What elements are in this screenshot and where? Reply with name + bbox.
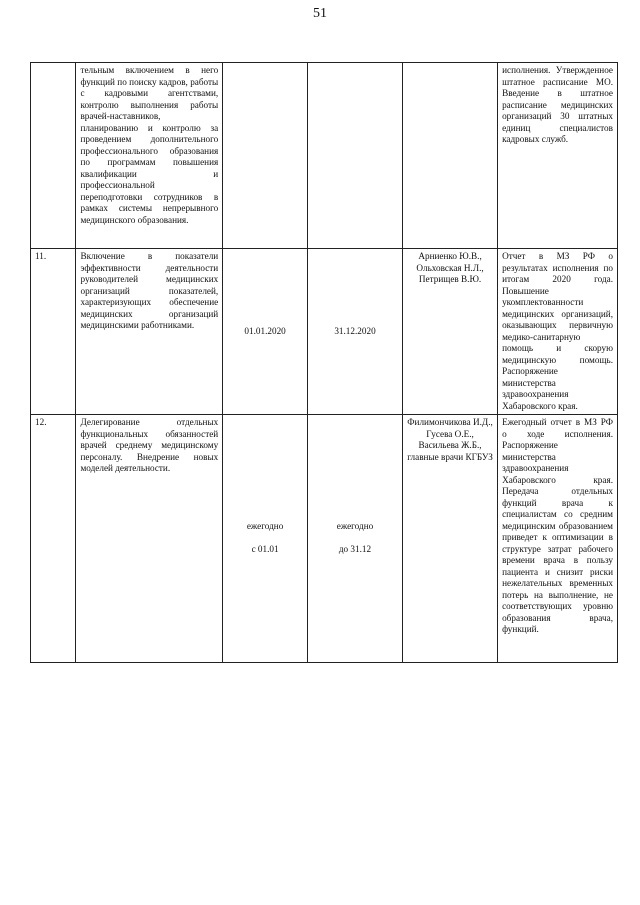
table-row bbox=[31, 415, 618, 663]
result-cell: Ежегодный отчет в МЗ РФ о ходе исполнения. Распоряжение министерства здравоохранения Хабаровского края. Передача отдельных функций врача к специалистам со средним медицинским образованием приведет к оптимизации в структуре затрат рабочего времени врача в пользу пациента и снизит риски нежелательных временных потерь на выполнение, не соответствующих уровню образования врача, функций. bbox=[498, 415, 618, 663]
start-date-cell: 01.01.2020 bbox=[223, 249, 308, 415]
row-number-cell: 11. bbox=[31, 249, 76, 415]
responsible-cell bbox=[403, 63, 498, 249]
action-plan-table bbox=[30, 62, 618, 663]
table-row bbox=[31, 249, 618, 415]
responsible-cell: Арниенко Ю.В., Ольховская Н.Л., Петрищев В.Ю. bbox=[403, 249, 498, 415]
result-cell: Отчет в МЗ РФ о результатах исполнения по итогам 2020 года. Повышение укомплектованности медицинских организаций, оказывающих первичную медико-санитарную помощь и скорую медицинскую помощь. Распоряжение министерства здравоохранения Хабаровского края. bbox=[498, 249, 618, 415]
end-date-cell bbox=[307, 63, 402, 249]
row-number-cell bbox=[31, 63, 76, 249]
task-cell: тельным включением в него функций по поиску кадров, работы с кадровыми агентствами, контролю выполнения работы врачей-наставников, планированию и контролю за проведением дополнительного профессионального образования по программам повышения квалификации и профессиональной переподготовки сотрудников в рамках системы непрерывного медицинского образования. bbox=[76, 63, 223, 249]
task-cell: Включение в показатели эффективности деятельности руководителей медицинских организаций показателей, характеризующих обеспечение медицинских организаций медицинскими работниками. bbox=[76, 249, 223, 415]
end-date-cell: 31.12.2020 bbox=[307, 249, 402, 415]
row-number-cell: 12. bbox=[31, 415, 76, 663]
responsible-cell: Филимончикова И.Д., Гусева О.Е., Васильева Ж.Б., главные врачи КГБУЗ bbox=[403, 415, 498, 663]
page-number: 51 bbox=[313, 6, 327, 21]
start-date-cell bbox=[223, 63, 308, 249]
task-cell: Делегирование отдельных функциональных обязанностей врачей среднему медицинскому персоналу. Внедрение новых моделей деятельности. bbox=[76, 415, 223, 663]
result-cell: исполнения. Утвержденное штатное расписание МО. Введение в штатное расписание медицинских организаций 30 штатных единиц специалистов кадровых служб. bbox=[498, 63, 618, 249]
table-row bbox=[31, 63, 618, 249]
end-date-cell: ежегодно до 31.12 bbox=[307, 415, 402, 663]
start-date-cell: ежегодно с 01.01 bbox=[223, 415, 308, 663]
